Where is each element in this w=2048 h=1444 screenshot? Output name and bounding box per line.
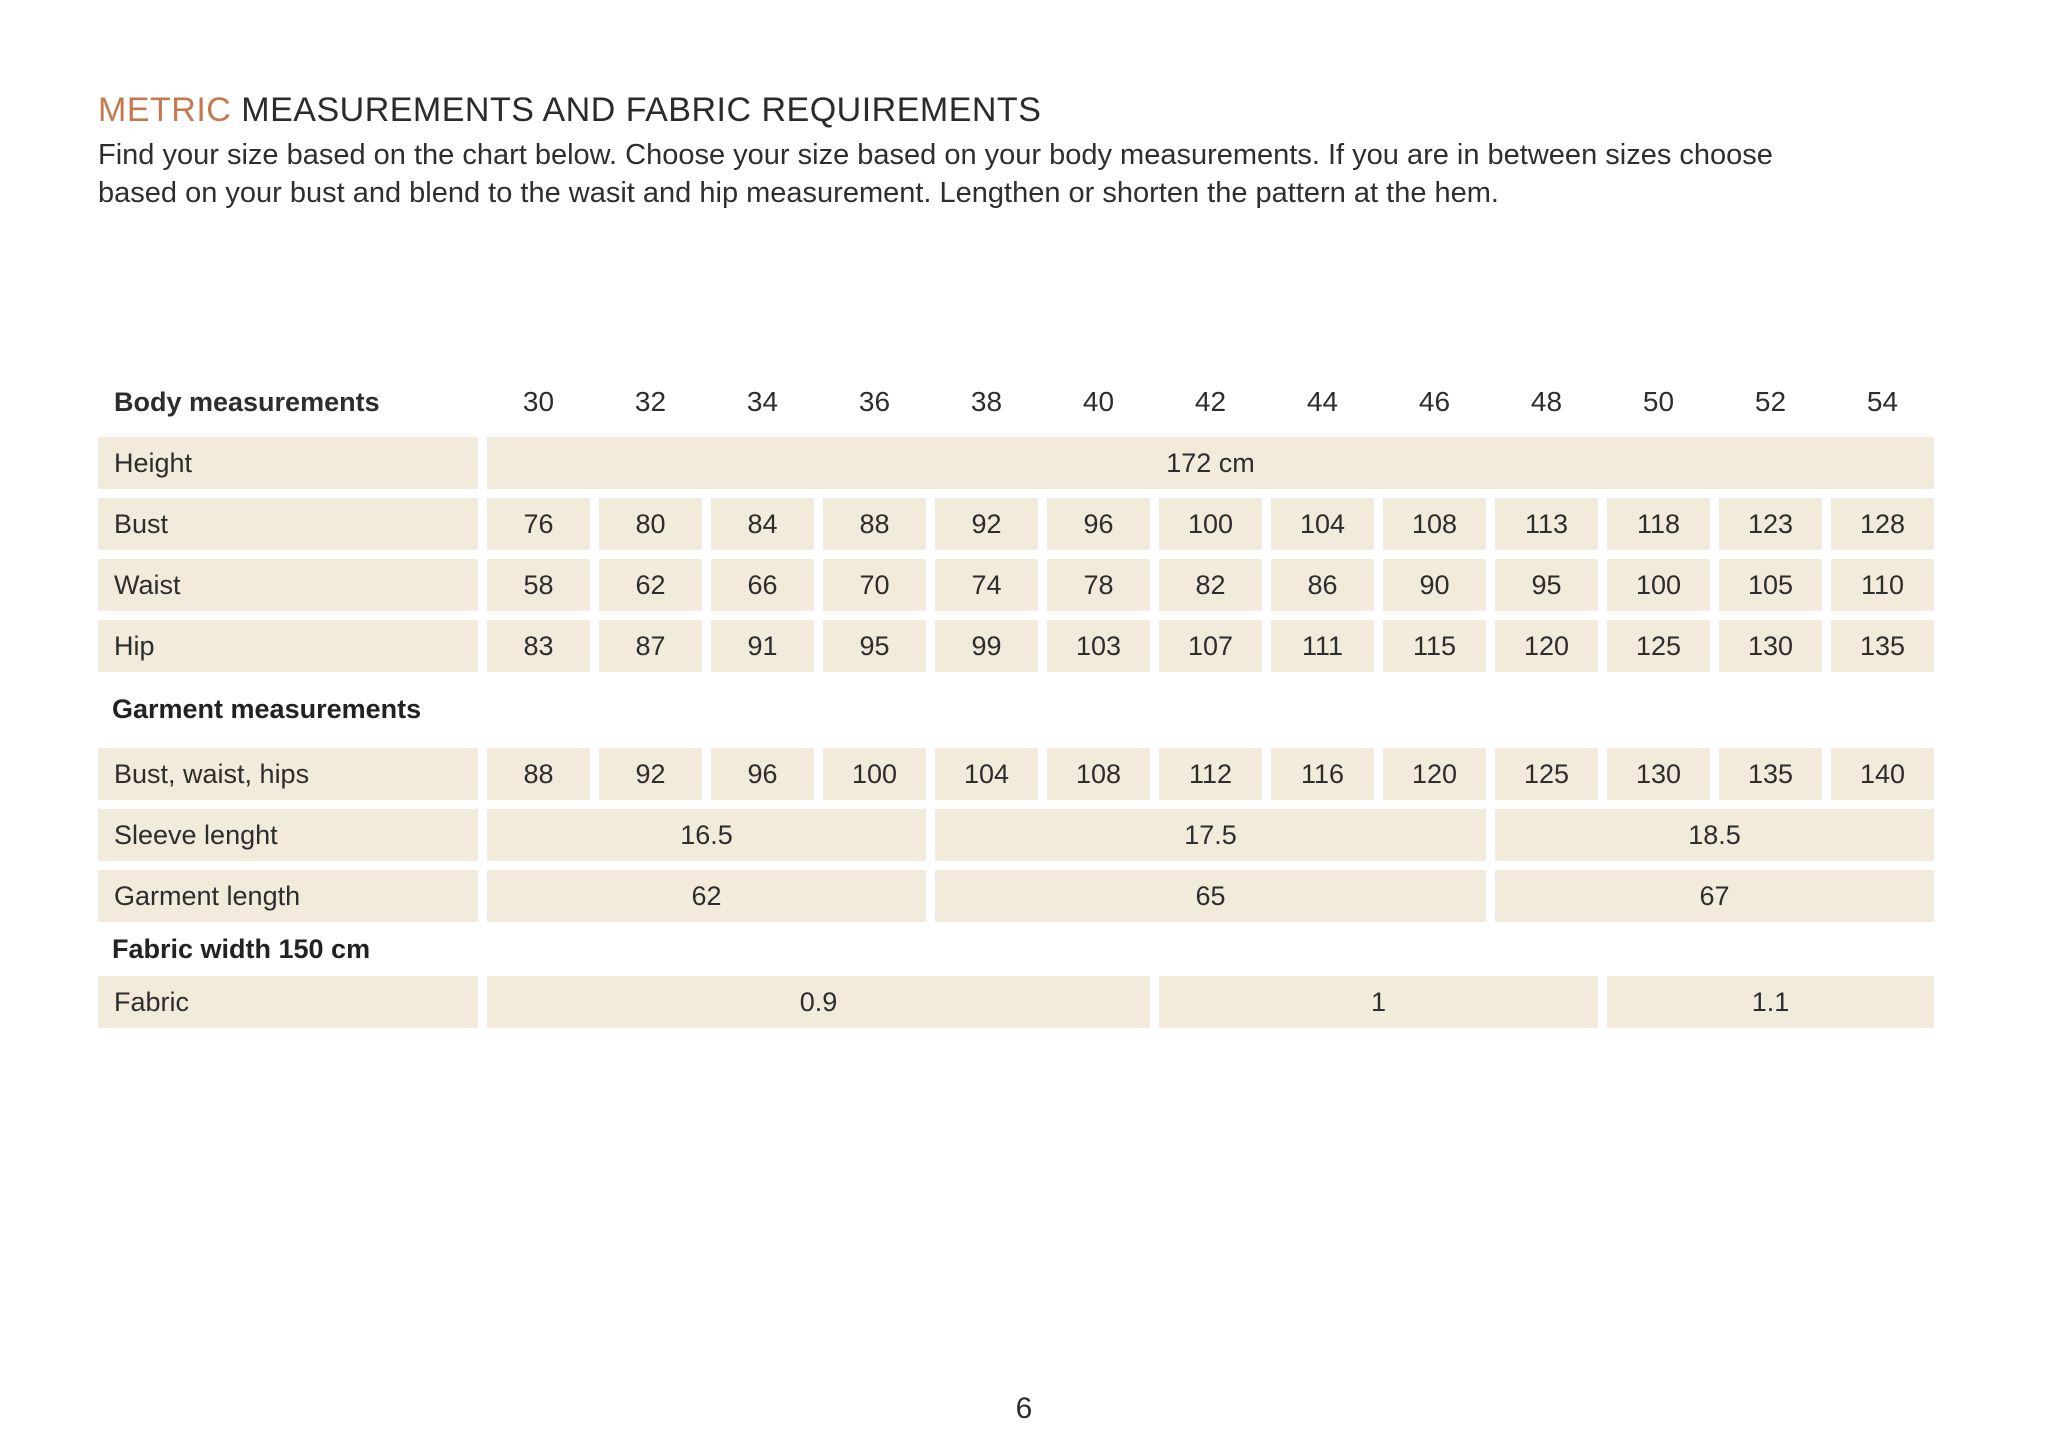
value-cell: 100 — [1159, 498, 1262, 550]
value-cell: 115 — [1383, 620, 1486, 672]
value-cell: 62 — [487, 870, 926, 922]
value-cell: 16.5 — [487, 809, 926, 861]
value-cell: 135 — [1831, 620, 1934, 672]
table-row — [98, 559, 1934, 611]
value-cell: 120 — [1495, 620, 1598, 672]
value-cell: 88 — [487, 748, 590, 800]
value-cell: 67 — [1495, 870, 1934, 922]
value-cell: 83 — [487, 620, 590, 672]
table-row — [98, 976, 1934, 1028]
row-label-cell: Bust — [98, 498, 478, 550]
value-cell: 116 — [1271, 748, 1374, 800]
value-cell: 100 — [823, 748, 926, 800]
row-label-cell: Waist — [98, 559, 478, 611]
value-cell: 128 — [1831, 498, 1934, 550]
page-title-accent: METRIC — [98, 91, 242, 129]
value-cell: 125 — [1495, 748, 1598, 800]
value-cell: 103 — [1047, 620, 1150, 672]
value-cell: 108 — [1383, 498, 1486, 550]
row-label-cell: Height — [98, 437, 478, 489]
table-row — [98, 498, 1934, 550]
size-column-header: 36 — [858, 386, 891, 417]
value-cell: 112 — [1159, 748, 1262, 800]
value-cell: 0.9 — [487, 976, 1150, 1028]
value-cell: 66 — [711, 559, 814, 611]
value-cell: 118 — [1607, 498, 1710, 550]
page-title-rest: MEASUREMENTS AND FABRIC REQUIREMENTS — [241, 91, 1042, 129]
value-cell: 90 — [1383, 559, 1486, 611]
value-cell: 120 — [1383, 748, 1486, 800]
value-cell: 86 — [1271, 559, 1374, 611]
value-cell: 95 — [1495, 559, 1598, 611]
value-cell: 125 — [1607, 620, 1710, 672]
value-cell: 110 — [1831, 559, 1934, 611]
value-cell: 62 — [599, 559, 702, 611]
value-cell: 113 — [1495, 498, 1598, 550]
value-cell: 1 — [1159, 976, 1598, 1028]
value-cell: 92 — [935, 498, 1038, 550]
table-header-row — [98, 384, 1934, 420]
size-column-header: 42 — [1194, 386, 1227, 417]
value-cell: 111 — [1271, 620, 1374, 672]
size-column-header: 32 — [634, 386, 667, 417]
value-cell: 78 — [1047, 559, 1150, 611]
value-cell: 130 — [1607, 748, 1710, 800]
value-cell: 108 — [1047, 748, 1150, 800]
value-cell: 70 — [823, 559, 926, 611]
value-cell: 130 — [1719, 620, 1822, 672]
table-row — [98, 870, 1934, 922]
page-number: 6 — [1015, 1392, 1033, 1425]
value-cell: 123 — [1719, 498, 1822, 550]
value-cell: 1.1 — [1607, 976, 1934, 1028]
size-column-header: 40 — [1082, 386, 1115, 417]
row-label-cell: Bust, waist, hips — [98, 748, 478, 800]
value-cell: 104 — [1271, 498, 1374, 550]
value-cell: 95 — [823, 620, 926, 672]
section-heading: Garment measurements — [112, 694, 422, 724]
value-cell: 58 — [487, 559, 590, 611]
value-cell: 91 — [711, 620, 814, 672]
value-cell: 87 — [599, 620, 702, 672]
value-cell: 18.5 — [1495, 809, 1934, 861]
header-label: Body measurements — [114, 386, 380, 417]
value-cell: 76 — [487, 498, 590, 550]
size-table — [98, 384, 1934, 1028]
value-cell: 92 — [599, 748, 702, 800]
page-title — [98, 88, 1934, 132]
table-row — [98, 620, 1934, 672]
size-column-header: 54 — [1866, 386, 1899, 417]
size-column-header: 38 — [970, 386, 1003, 417]
intro-line: based on your bust and blend to the wasit and hip measurement. Lengthen or shorten the pattern at the hem. — [98, 177, 1499, 209]
row-label-cell: Sleeve lenght — [98, 809, 478, 861]
value-cell: 135 — [1719, 748, 1822, 800]
value-cell: 99 — [935, 620, 1038, 672]
value-cell: 105 — [1719, 559, 1822, 611]
row-label-cell: Fabric — [98, 976, 478, 1028]
size-column-header: 48 — [1530, 386, 1563, 417]
size-column-header: 30 — [522, 386, 555, 417]
value-cell: 17.5 — [935, 809, 1486, 861]
section-heading: Fabric width 150 cm — [112, 934, 371, 964]
value-cell: 140 — [1831, 748, 1934, 800]
value-cell: 84 — [711, 498, 814, 550]
size-column-header: 52 — [1754, 386, 1787, 417]
table-row — [98, 437, 1934, 489]
size-column-header: 46 — [1418, 386, 1451, 417]
value-cell: 80 — [599, 498, 702, 550]
size-column-header: 50 — [1642, 386, 1675, 417]
value-cell: 172 cm — [487, 437, 1934, 489]
value-cell: 82 — [1159, 559, 1262, 611]
table-row — [98, 809, 1934, 861]
size-column-header: 34 — [746, 386, 779, 417]
intro-paragraph — [98, 136, 1934, 212]
value-cell: 96 — [711, 748, 814, 800]
row-label-cell: Hip — [98, 620, 478, 672]
size-column-header: 44 — [1306, 386, 1339, 417]
value-cell: 107 — [1159, 620, 1262, 672]
value-cell: 88 — [823, 498, 926, 550]
intro-line: Find your size based on the chart below. Choose your size based on your body measurements. If you are in between sizes choose — [98, 139, 1773, 171]
value-cell: 100 — [1607, 559, 1710, 611]
value-cell: 96 — [1047, 498, 1150, 550]
value-cell: 104 — [935, 748, 1038, 800]
value-cell: 74 — [935, 559, 1038, 611]
table-row — [98, 748, 1934, 800]
value-cell: 65 — [935, 870, 1486, 922]
row-label-cell: Garment length — [98, 870, 478, 922]
